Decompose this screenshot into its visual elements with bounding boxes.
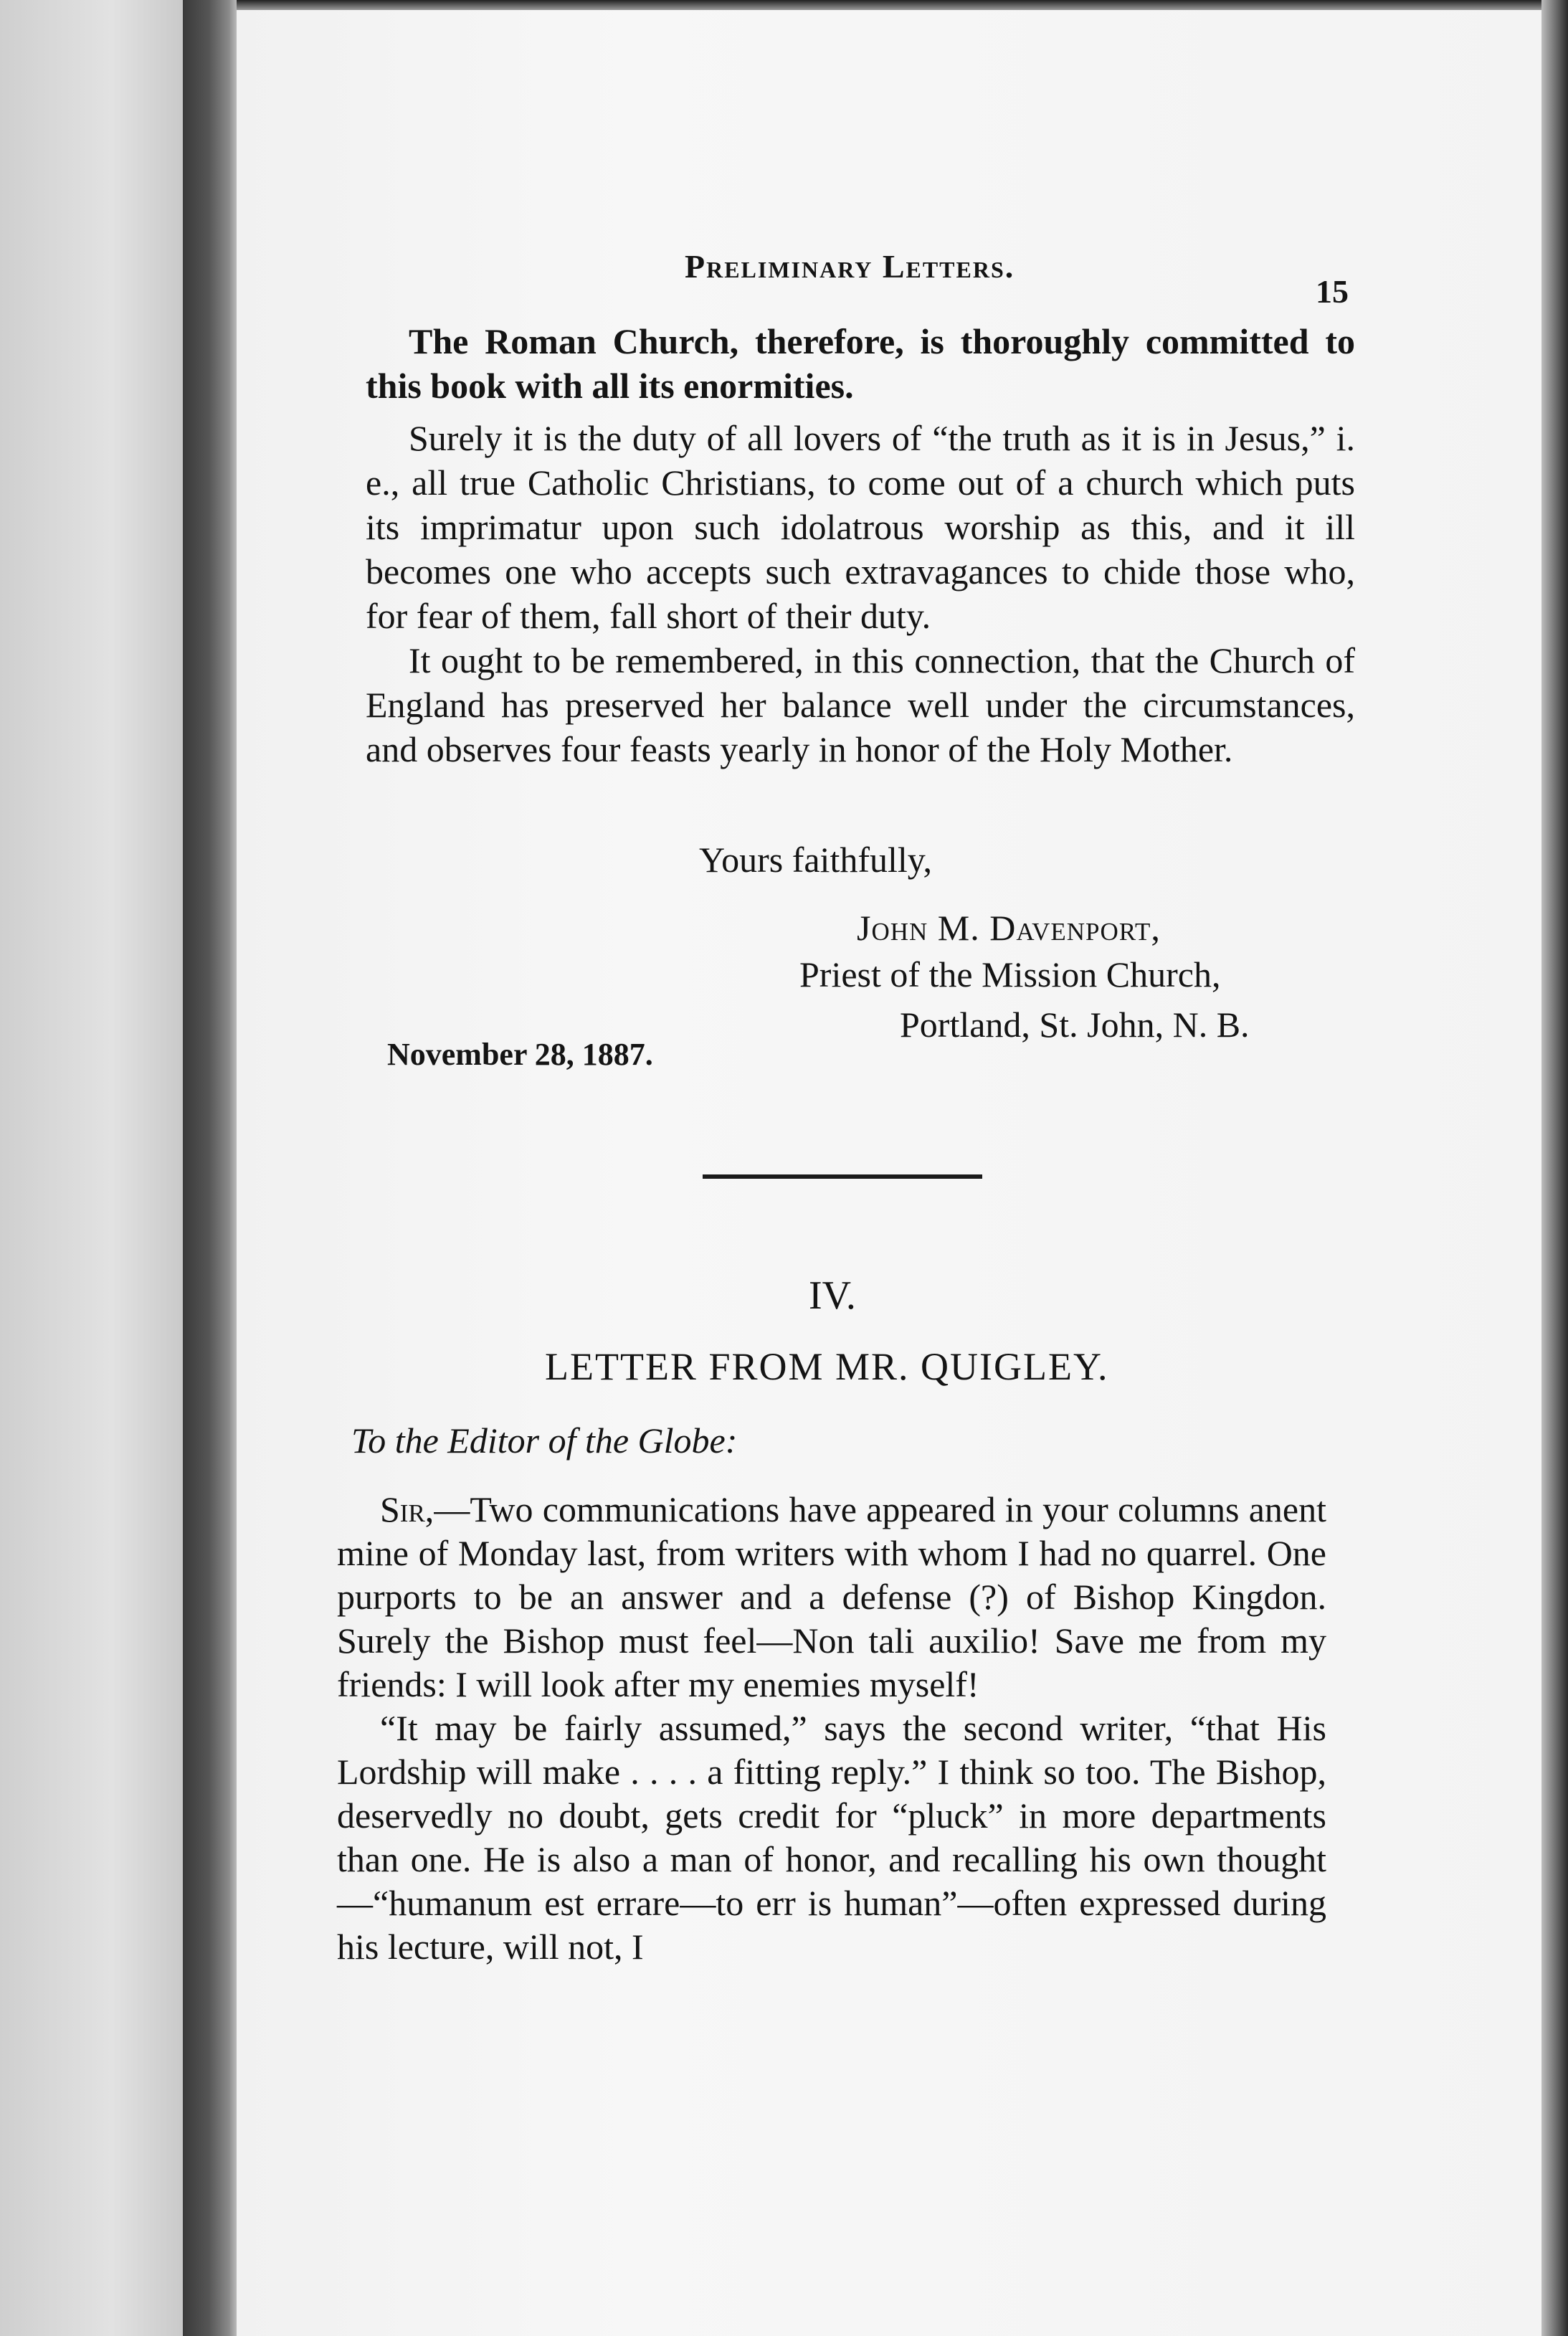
left-page-edge [0, 0, 186, 2336]
paragraph-text: “It may be fairly assumed,” says the second writer, “that His Lordship will make . . . . a fitting reply.” I think so too. The Bishop, deservedly no doubt, gets credit for “pluck” in more departments than one. He is also a man of honor, and recalling his own thought—“humanum est errare—to err is human”—often expressed during his lecture, will not, I [337, 1708, 1326, 1967]
signer-name: John M. Davenport, [857, 908, 1161, 948]
salutation: To the Editor of the Globe: [351, 1420, 738, 1461]
top-edge-shadow [237, 0, 1568, 10]
paragraph-text: —Two communications have appeared in your columns anent mine of Monday last, from writers with whom I had no quarrel. One purports to be an answer and a defense (?) of Bishop Kingdon. Surely the Bishop must feel—Non tali auxilio! Save me from my friends: I will look after my enemies myself! [337, 1489, 1326, 1704]
body-paragraphs [366, 416, 1355, 771]
paragraph: It ought to be remembered, in this connection, that the Church of England has preserved her balance well under the circumstances, and observes four feasts yearly in honor of the Holy Mother. [366, 640, 1355, 769]
running-head: Preliminary Letters. [685, 248, 1015, 285]
section-number: IV. [809, 1273, 856, 1318]
opening-paragraphs [366, 319, 1355, 408]
paragraph: Surely it is the duty of all lovers of “the truth as it is in Jesus,” i. e., all true Catholic Christians, to come out of a church which puts its imprimatur upon such idolatrous worship as this, and it ill becomes one who accepts such extravagances to chide those who, for fear of them, fall short of their duty. [366, 418, 1355, 636]
section-divider [703, 1174, 982, 1179]
letter-body [337, 1488, 1326, 1969]
right-page-edge [1541, 0, 1568, 2336]
letter-closing: Yours faithfully, [699, 840, 933, 880]
paragraph: The Roman Church, therefore, is thoroughly committed to this book with all its enormities. [366, 321, 1355, 406]
book-gutter [183, 0, 240, 2336]
paragraph [337, 1706, 1326, 1969]
section-title: LETTER FROM MR. QUIGLEY. [545, 1345, 1109, 1388]
paragraph [337, 1488, 1326, 1706]
letter-date: November 28, 1887. [387, 1037, 653, 1072]
signer-place: Portland, St. John, N. B. [900, 1005, 1250, 1045]
page-number: 15 [1316, 273, 1349, 310]
signer-title: Priest of the Mission Church, [799, 954, 1221, 994]
paragraph-lead: Sir, [380, 1489, 434, 1529]
